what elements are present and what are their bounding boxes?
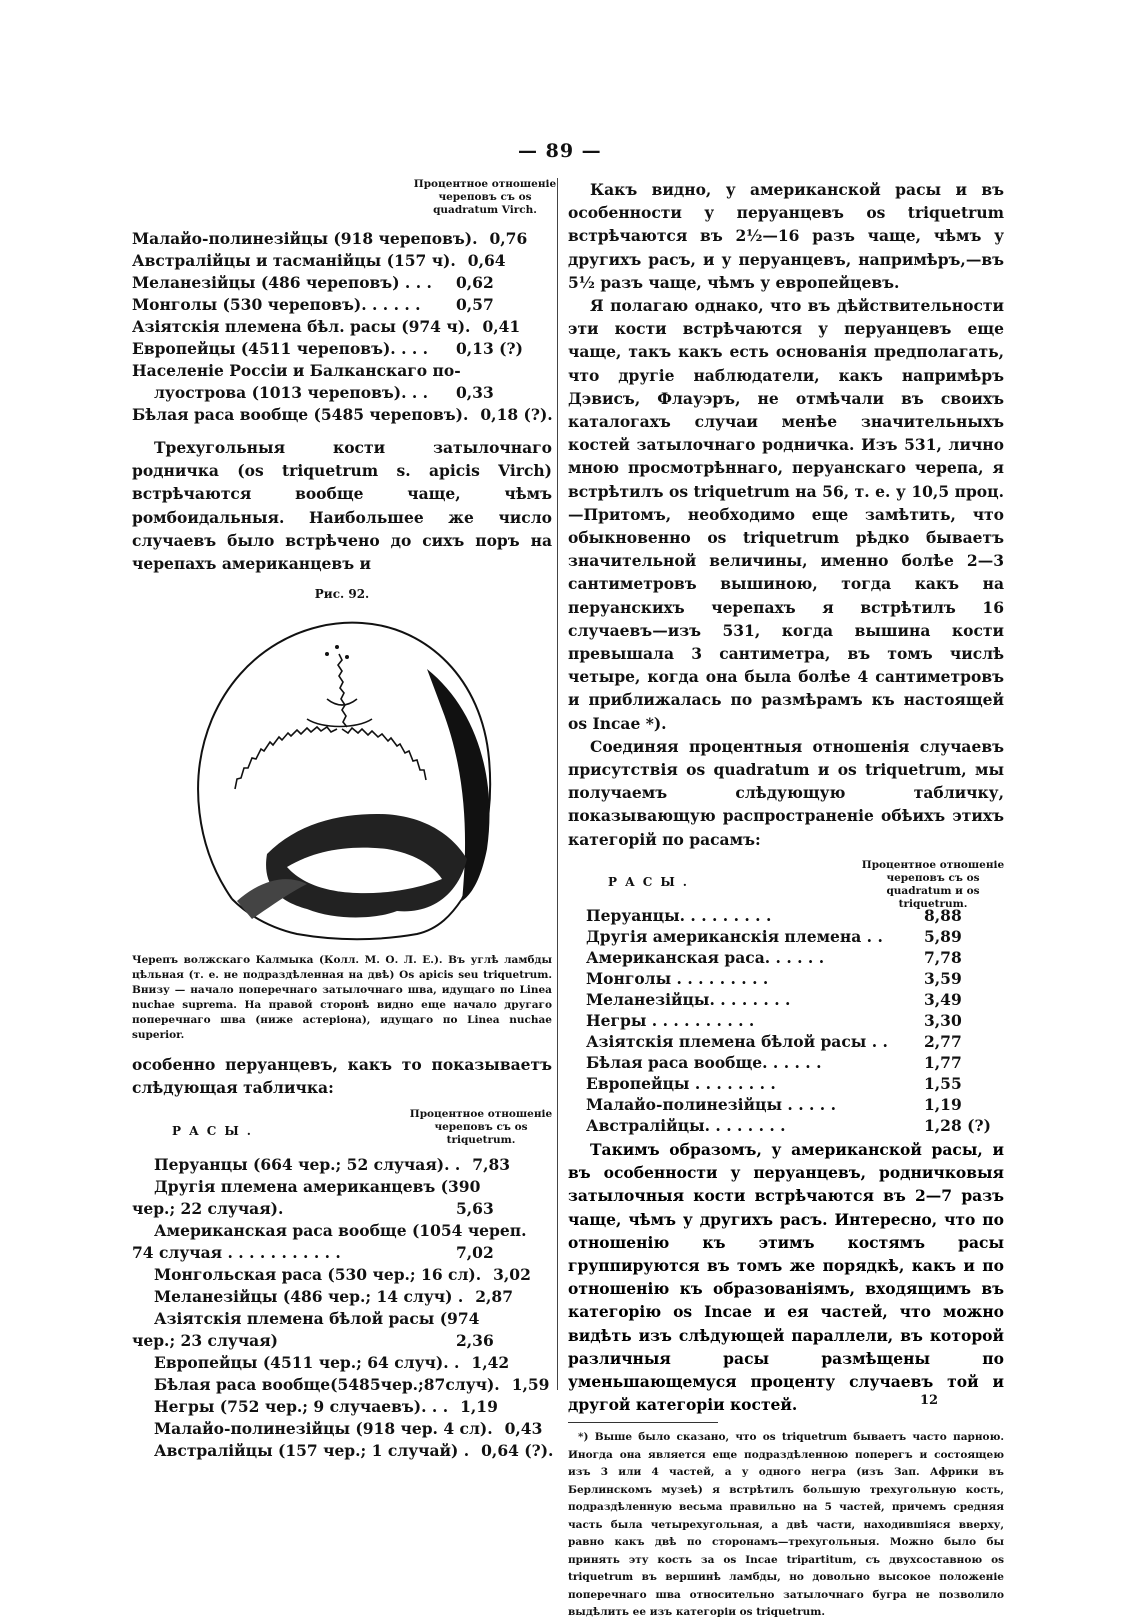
row-value: 3,02 <box>493 1264 531 1284</box>
row-race: 74 случая . . . . . . . . . . . <box>132 1242 341 1262</box>
row-race: Меланезійцы. . . . . . . . <box>586 989 791 1009</box>
row-value: 3,49 <box>924 989 962 1009</box>
table-row <box>586 1010 1004 1031</box>
table-row <box>132 250 552 272</box>
row-race: Другія племена американцевъ (390 <box>154 1176 481 1196</box>
table-row <box>132 1264 552 1286</box>
row-race: луострова (1013 череповъ). . . <box>154 383 429 402</box>
row-value: 1,28 (?) <box>924 1115 991 1135</box>
row-value: 0,43 <box>504 1418 543 1438</box>
table3-race-header: РАСЫ. <box>608 874 695 889</box>
left-column <box>132 178 557 1462</box>
row-value: 0,13 (?) <box>456 339 523 358</box>
column-divider <box>557 178 558 1390</box>
row-race: Малайо-полинезійцы (918 чер. 4 сл). <box>154 1418 493 1438</box>
table-row <box>132 338 552 360</box>
row-value: 0,62 <box>456 273 494 292</box>
table-row <box>132 1440 552 1462</box>
right-paragraph-1: Какъ видно, у американской расы и въ особенности у перуанцевъ os triquetrum встрѣчаются въ 2½—16 разъ чаще, чѣмъ у другихъ расъ, и у перуанцевъ, напримѣръ,—въ 5½ разъ чаще, чѣмъ у европейцевъ. <box>568 180 1004 292</box>
row-value: 5,63 <box>456 1198 494 1218</box>
left-paragraph-2: особенно перуанцевъ, какъ то показываетъ слѣдующая табличка: <box>132 1055 552 1098</box>
row-race: Европейцы (4511 череповъ). . . . <box>132 339 429 358</box>
row-value: 1,55 <box>924 1073 962 1093</box>
table-row <box>132 1330 552 1352</box>
table-row <box>586 1094 1004 1115</box>
row-race: Австралійцы (157 чер.; 1 случай) . <box>154 1440 470 1460</box>
row-race: Негры (752 чер.; 9 случаевъ). . . <box>154 1396 449 1416</box>
table-row <box>132 1176 552 1198</box>
row-race: Населеніе Россіи и Балканскаго по- <box>132 361 461 380</box>
row-value: 7,83 <box>472 1154 511 1174</box>
row-race: Австралійцы. . . . . . . . <box>586 1115 786 1135</box>
row-value: 2,87 <box>475 1286 513 1306</box>
row-value: 3,59 <box>924 968 962 988</box>
row-race: Другія американскія племена . . <box>586 926 883 946</box>
table2-value-header: Процентное отношеніе череповъ съ os triquetrum. <box>409 1107 553 1146</box>
row-race: Американская раса. . . . . . <box>586 947 825 967</box>
row-race: Бѣлая раса вообще (5485 череповъ). <box>132 405 469 424</box>
right-column <box>568 178 1004 1622</box>
row-race: Негры . . . . . . . . . . <box>586 1010 755 1030</box>
sheet-number: 12 <box>920 1393 939 1408</box>
table-row <box>586 1031 1004 1052</box>
row-race: чер.; 22 случая). <box>132 1198 284 1218</box>
table-row <box>132 1198 552 1220</box>
table3-value-header: Процентное отношеніе череповъ съ os quadratum и os triquetrum. <box>861 858 1005 910</box>
row-race: Монголы (530 череповъ). . . . . . <box>132 295 421 314</box>
row-race: Малайо-полинезійцы (918 череповъ). <box>132 229 478 248</box>
table-row <box>132 1308 552 1330</box>
left-paragraph: Трехугольныя кости затылочнаго родничка (os triquetrum s. apicis Virch) встрѣчаются вообще чаще, чѣмъ ромбоидальныя. Наибольшее же число случаевъ было встрѣчено до сихъ поръ на черепахъ американцевъ и <box>132 438 552 574</box>
table1-value-header: Процентное отношеніе череповъ съ os quadratum Virch. <box>413 178 557 216</box>
table-row <box>586 926 1004 947</box>
row-value: 7,78 <box>924 947 962 967</box>
row-value: 0,33 <box>456 383 494 402</box>
table-row <box>586 968 1004 989</box>
table-row <box>132 360 552 382</box>
row-race: Австралійцы и тасманійцы (157 ч). <box>132 251 456 270</box>
row-value: 5,89 <box>924 926 962 946</box>
right-paragraph-4: Такимъ образомъ, у американской расы, и въ особенности у перуанцевъ, родничковыя затылочныя кости встрѣчаются въ 2—7 разъ чаще, чѣмъ у другихъ расъ. Интересно, что по отношенію къ этимъ костямъ расы группируются въ томъ же порядкѣ, какъ и по отношенію къ образованіямъ, входящимъ въ категорію os Incae и ея частей, что можно видѣть изъ слѣдующей параллели, въ которой различныя расы размѣщены по уменьшающемуся проценту случаевъ той и другой категоріи костей. <box>568 1139 1004 1415</box>
row-value: 7,02 <box>456 1242 494 1262</box>
row-value: 0,64 (?). <box>481 1440 554 1460</box>
table-row <box>132 1220 552 1242</box>
row-value: 0,76 <box>489 229 528 248</box>
table-row <box>586 989 1004 1010</box>
row-value: 2,77 <box>924 1031 962 1051</box>
table1 <box>132 228 552 426</box>
row-race: Монголы . . . . . . . . . <box>586 968 769 988</box>
footnote-rule <box>568 1422 718 1423</box>
page-number: — 89 — <box>518 140 602 162</box>
row-race: Бѣлая раса вообще(5485чер.;87случ). <box>154 1374 500 1394</box>
table-row <box>132 316 552 338</box>
skull-illustration <box>177 609 507 949</box>
row-value: 0,18 (?). <box>480 405 553 424</box>
row-race: Азіятскія племена бѣл. расы (974 ч). <box>132 317 471 336</box>
row-race: Бѣлая раса вообще. . . . . . <box>586 1052 822 1072</box>
row-value: 1,42 <box>471 1352 510 1372</box>
figure-caption: Черепъ волжскаго Калмыка (Колл. М. О. Л. Е.). Въ углѣ ламбды цѣльная (т. е. не подраздѣленная на двѣ) Os apicis seu triquetrum. Внизу — начало поперечнаго затылочнаго шва, идущаго по Linea nuchae suprema. На правой сторонѣ видно еще начало другаго поперечнаго шва (ниже астеріона), идущаго по Linea nuchae superior. <box>132 954 552 1042</box>
table-row <box>586 1115 1004 1136</box>
row-value: 0,41 <box>482 317 521 336</box>
row-value: 2,36 <box>456 1330 494 1350</box>
table-row <box>132 1396 552 1418</box>
row-race: Меланезійцы (486 череповъ) . . . <box>132 273 432 292</box>
table2-header <box>132 1108 552 1154</box>
row-value: 1,77 <box>924 1052 962 1072</box>
row-race: Европейцы (4511 чер.; 64 случ). . <box>154 1352 460 1372</box>
figure-label: Рис. 92. <box>314 587 370 602</box>
table-row <box>586 1073 1004 1094</box>
table-row <box>132 228 552 250</box>
right-paragraph-3: Соединяя процентныя отношенія случаевъ присутствія os quadratum и os triquetrum, мы получаемъ слѣдующую табличку, показывающую распространеніе обѣихъ этихъ категорій по расамъ: <box>568 736 1004 849</box>
table2-race-header: РАСЫ. <box>172 1123 259 1138</box>
table-row <box>132 294 552 316</box>
row-value: 0,64 <box>467 251 506 270</box>
footnote: *) Выше было сказано, что os triquetrum бываетъ часто парною. Иногда она является еще подраздѣленною поперегъ и состоящею изъ 3 или 4 частей, а у одного негра (изъ Зап. Африки въ Берлинскомъ музеѣ) я встрѣтилъ большую трехугольную кость, подраздѣленную весьма правильно на 5 частей, причемъ средняя часть была четырехугольная, а двѣ части, находившіяся вверху, равно какъ двѣ по сторонамъ—трехугольныя. Можно было бы принять эту кость за os Incae tripartitum, съ двухсоставною os triquetrum въ вершинѣ ламбды, но довольно высокое положеніе поперечнаго шва относительно затылочнаго бугра не позволило выдѣлить ее изъ категоріи os triquetrum. <box>568 1431 1004 1619</box>
row-race: Перуанцы (664 чер.; 52 случая). . <box>154 1154 461 1174</box>
right-paragraph-2: Я полагаю однако, что въ дѣйствительности эти кости встрѣчаются у перуанцевъ еще чаще, такъ какъ есть основанія предполагать, что другіе наблюдатели, какъ напримѣръ Дэвисъ, Флауэръ, не отмѣчали въ своихъ каталогахъ случаи менѣе значительныхъ костей затылочнаго родничка. Изъ 531, лично мною просмотрѣннаго, перуанскаго черепа, я встрѣтилъ os triquetrum на 56, т. е. у 10,5 проц.—Притомъ, необходимо еще замѣтить, что обыкновенно os triquetrum рѣдко бываетъ значительной величины, именно болѣе 2—3 сантиметровъ вышиною, тогда какъ на перуанскихъ черепахъ я встрѣтилъ 16 случаевъ—изъ 531, когда вышина кости превышала 3 сантиметра, въ томъ числѣ четыре, когда она была болѣе 4 сантиметровъ и приближалась по размѣрамъ къ настоящей os Incae *). <box>568 296 1004 733</box>
table-row <box>586 947 1004 968</box>
row-value: 0,57 <box>456 295 494 314</box>
row-race: Европейцы . . . . . . . . <box>586 1073 776 1093</box>
table-row <box>132 272 552 294</box>
table-row <box>132 1374 552 1396</box>
table-row <box>132 404 552 426</box>
row-race: Меланезійцы (486 чер.; 14 случ) . <box>154 1286 464 1306</box>
row-race: чер.; 23 случая) <box>132 1330 278 1350</box>
table-row <box>132 1418 552 1440</box>
row-value: 3,30 <box>924 1010 962 1030</box>
table1-header <box>132 178 557 228</box>
row-race: Перуанцы. . . . . . . . . <box>586 905 772 925</box>
table-row <box>132 1154 552 1176</box>
table3-header <box>568 858 1005 910</box>
row-value: 1,19 <box>924 1094 962 1114</box>
table-row <box>132 382 552 404</box>
row-value: 8,88 <box>924 905 962 925</box>
row-value: 1,59 <box>511 1374 550 1394</box>
table3 <box>568 905 1004 1136</box>
table2 <box>132 1154 552 1462</box>
table-row <box>132 1286 552 1308</box>
row-race: Американская раса вообще (1054 череп. <box>154 1220 527 1240</box>
table-row <box>586 1052 1004 1073</box>
table-row <box>132 1242 552 1264</box>
row-value: 1,19 <box>460 1396 498 1416</box>
row-race: Монгольская раса (530 чер.; 16 сл). <box>154 1264 482 1284</box>
row-race: Азіятскія племена бѣлой расы (974 <box>154 1308 480 1328</box>
row-race: Малайо-полинезійцы . . . . . <box>586 1094 836 1114</box>
table-row <box>132 1352 552 1374</box>
row-race: Азіятскія племена бѣлой расы . . <box>586 1031 888 1051</box>
